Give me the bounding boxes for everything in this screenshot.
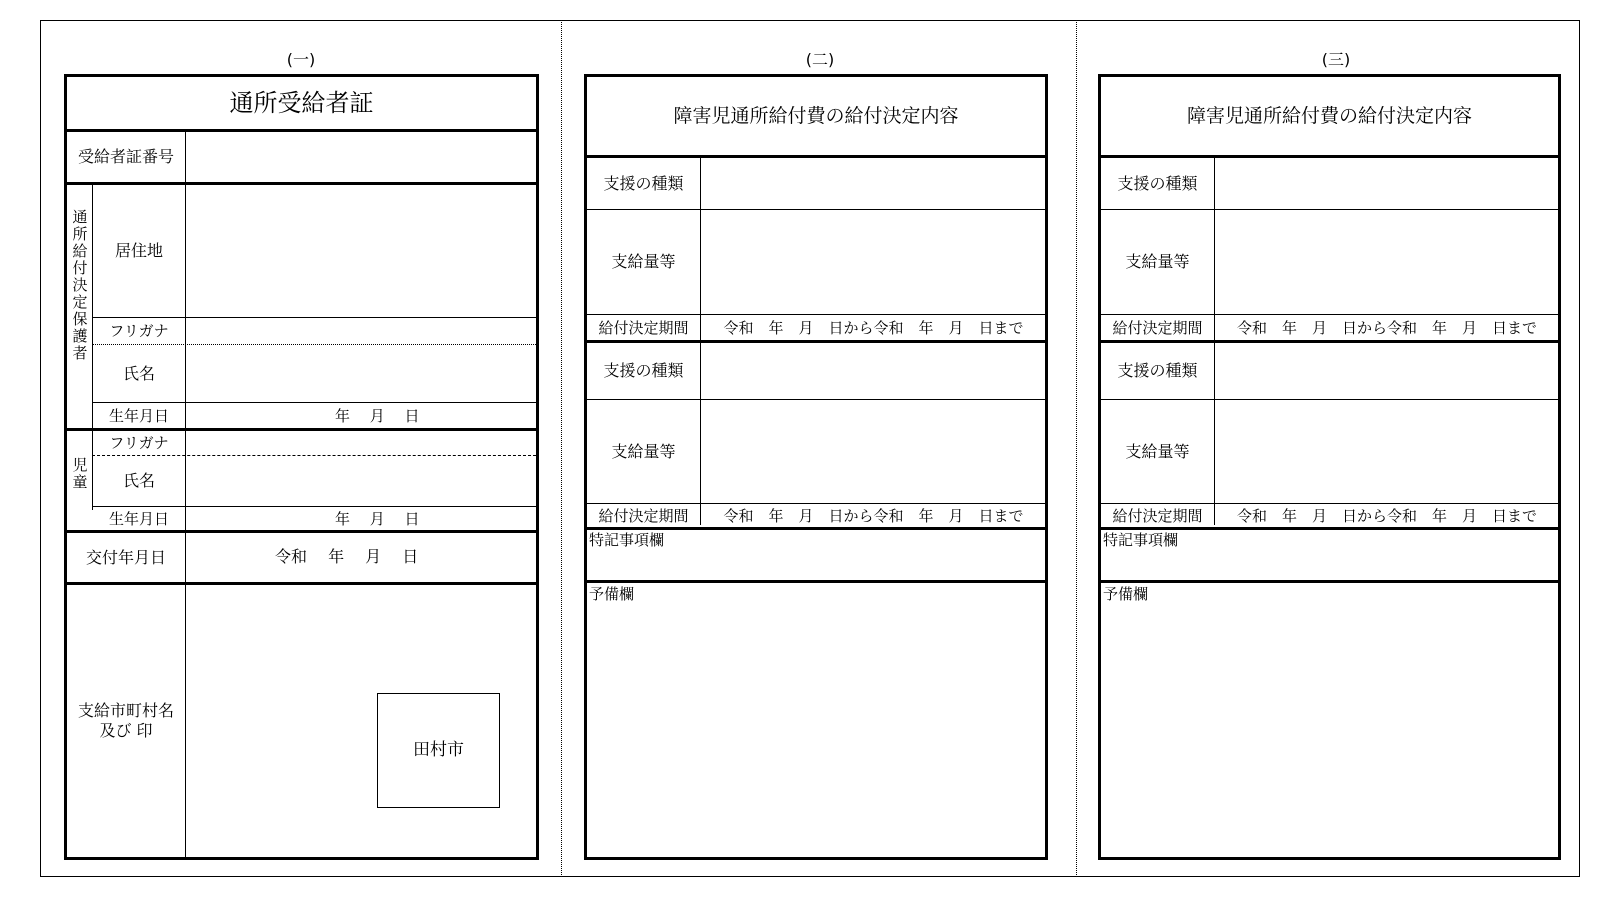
support-type-label: 支援の種類: [1117, 173, 1198, 193]
child-furigana-label: フリガナ: [109, 434, 169, 452]
guardian-furigana-field[interactable]: [187, 318, 536, 344]
child-birthdate-value: 年 月 日: [335, 510, 420, 528]
recipient-number-label: 受給者証番号: [77, 147, 174, 167]
supply-amount-field[interactable]: [702, 210, 1045, 314]
support-type-field[interactable]: [1216, 158, 1558, 209]
reserve-label: 予備欄: [1103, 585, 1149, 603]
municipality-label: 支給市町村名 及び 印: [77, 701, 174, 740]
supply-amount-label: 支給量等: [1125, 252, 1190, 272]
section-label-one: (一): [286, 50, 316, 69]
section-label-three: (三): [1321, 50, 1351, 69]
decision-period-label: 給付決定期間: [598, 318, 689, 337]
guardian-name-field[interactable]: [187, 345, 536, 402]
guardian-birthdate-label: 生年月日: [108, 406, 169, 425]
decision-period-value: 令和 年 月 日から令和 年 月 日まで: [1236, 318, 1537, 337]
child-furigana-field[interactable]: [187, 431, 536, 455]
decision-period-value: 令和 年 月 日から令和 年 月 日まで: [723, 318, 1024, 337]
decision-period-value-2: 令和 年 月 日から令和 年 月 日まで: [723, 506, 1024, 525]
supply-amount-field-2[interactable]: [1216, 400, 1558, 503]
special-notes-label: 特記事項欄: [589, 531, 665, 549]
supply-amount-field-2[interactable]: [702, 400, 1045, 503]
label-column-divider: [185, 132, 186, 860]
child-name-label: 氏名: [122, 471, 155, 491]
support-type-field[interactable]: [702, 158, 1045, 209]
recipient-card: [64, 74, 539, 860]
reserve-label: 予備欄: [589, 585, 635, 603]
decision-period-value-2: 令和 年 月 日から令和 年 月 日まで: [1236, 506, 1537, 525]
decision-period-label: 給付決定期間: [1112, 318, 1203, 337]
issue-date-label: 交付年月日: [85, 547, 166, 567]
decision-period-label-2: 給付決定期間: [1112, 506, 1203, 525]
card-title: 通所受給者証: [229, 88, 374, 117]
child-name-field[interactable]: [187, 456, 536, 506]
special-notes-field[interactable]: [1101, 530, 1558, 580]
special-notes-field[interactable]: [587, 530, 1045, 580]
support-type-label-2: 支援の種類: [1117, 361, 1198, 381]
fold-line-1: [561, 20, 562, 877]
supply-amount-label: 支給量等: [611, 252, 676, 272]
address-label: 居住地: [114, 241, 163, 261]
child-group-label: 児童: [72, 456, 88, 491]
support-type-field-2[interactable]: [1216, 343, 1558, 399]
decision-card-2: [584, 74, 1048, 860]
special-notes-label: 特記事項欄: [1103, 531, 1179, 549]
child-birthdate-label: 生年月日: [108, 509, 169, 528]
reserve-field[interactable]: [1101, 583, 1558, 857]
section-label-two: (二): [805, 50, 835, 69]
municipality-name: 田村市: [413, 740, 464, 761]
supply-amount-label-2: 支給量等: [611, 441, 676, 461]
guardian-furigana-label: フリガナ: [109, 322, 169, 340]
decision-period-label-2: 給付決定期間: [598, 506, 689, 525]
recipient-number-field[interactable]: [187, 132, 536, 182]
issue-date-value: 令和 年 月 日: [275, 547, 419, 566]
decision-title: 障害児通所給付費の給付決定内容: [673, 104, 959, 127]
supply-amount-label-2: 支給量等: [1125, 441, 1190, 461]
decision-card-3: [1098, 74, 1561, 860]
guardian-name-label: 氏名: [122, 363, 155, 383]
guardian-group-label: 通所給付決定保護者: [72, 208, 88, 362]
fold-line-2: [1076, 20, 1077, 877]
decision-title: 障害児通所給付費の給付決定内容: [1186, 104, 1472, 127]
address-field[interactable]: [187, 185, 536, 317]
support-type-field-2[interactable]: [702, 343, 1045, 399]
guardian-birthdate-value: 年 月 日: [335, 407, 420, 425]
support-type-label-2: 支援の種類: [603, 361, 684, 381]
support-type-label: 支援の種類: [603, 173, 684, 193]
supply-amount-field[interactable]: [1216, 210, 1558, 314]
reserve-field[interactable]: [587, 583, 1045, 857]
